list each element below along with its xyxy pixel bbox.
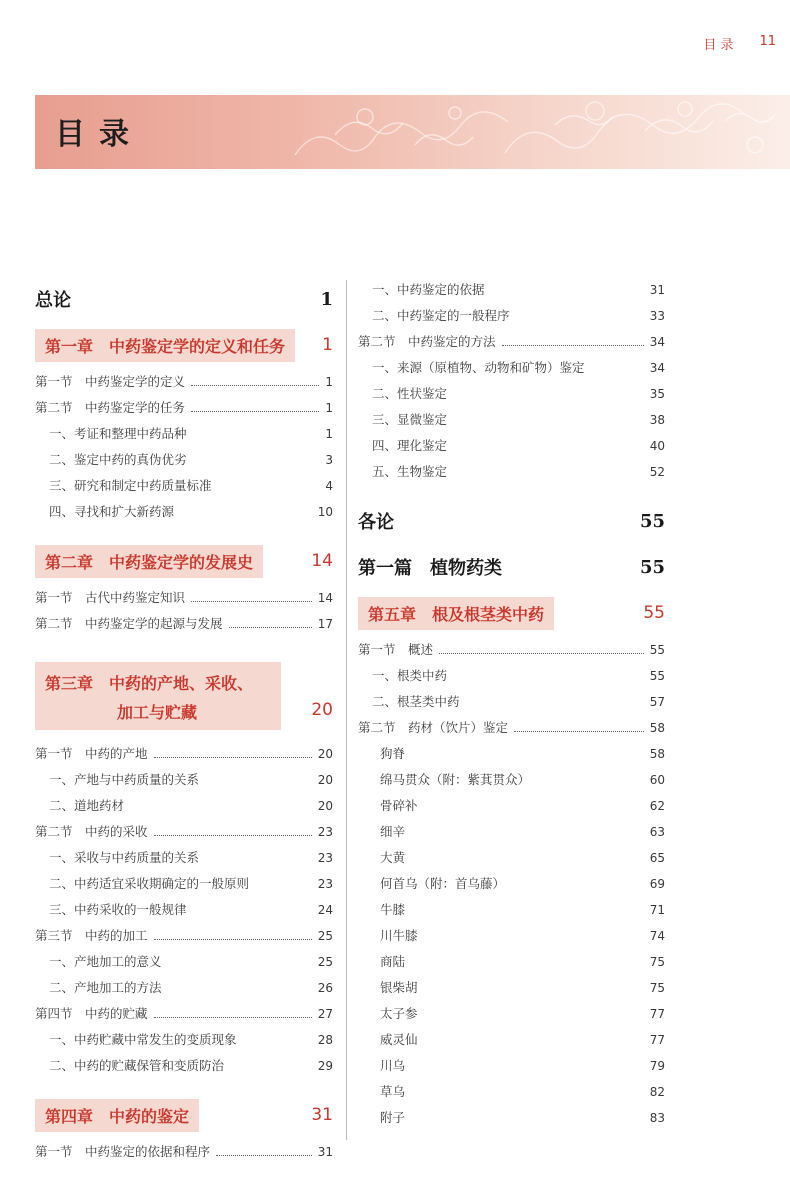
toc-entry[interactable]: 二、中药鉴定的一般程序 33 bbox=[372, 308, 665, 323]
toc-entry[interactable]: 何首乌（附：首乌藤） 69 bbox=[380, 876, 665, 891]
toc-entry[interactable]: 一、中药贮藏中常发生的变质现象 28 bbox=[49, 1032, 333, 1047]
toc-entry[interactable]: 第二节 中药的采收 23 bbox=[35, 824, 333, 839]
page-title: 目录 bbox=[55, 117, 143, 152]
toc-entry[interactable]: 二、产地加工的方法 26 bbox=[49, 980, 333, 995]
toc-entry[interactable]: 一、产地加工的意义 25 bbox=[49, 954, 333, 969]
toc-entry[interactable]: 大黄 65 bbox=[380, 850, 665, 865]
toc-entry[interactable]: 草乌 82 bbox=[380, 1084, 665, 1099]
toc-entry[interactable]: 一、来源（原植物、动物和矿物）鉴定 34 bbox=[372, 360, 665, 375]
toc-chapter-4[interactable]: 第四章 中药的鉴定 31 bbox=[35, 1096, 333, 1134]
toc-chapter-3[interactable]: 第三章 中药的产地、采收、 加工与贮藏 20 bbox=[35, 662, 333, 736]
running-header bbox=[703, 34, 776, 53]
toc-part-specific[interactable]: 各论 55 bbox=[358, 510, 665, 533]
toc-chapter-2[interactable]: 第二章 中药鉴定学的发展史 14 bbox=[35, 542, 333, 580]
title-banner bbox=[35, 95, 790, 169]
toc-right-column bbox=[358, 280, 665, 1134]
column-divider bbox=[346, 280, 347, 1140]
toc-entry[interactable]: 第一节 概述 55 bbox=[358, 642, 665, 657]
toc-entry[interactable]: 附子 83 bbox=[380, 1110, 665, 1125]
toc-entry[interactable]: 一、考证和整理中药品种 1 bbox=[49, 426, 333, 441]
toc-entry[interactable]: 二、中药适宜采收期确定的一般原则 23 bbox=[49, 876, 333, 891]
toc-entry[interactable]: 二、性状鉴定 35 bbox=[372, 386, 665, 401]
toc-chapter-5[interactable]: 第五章 根及根茎类中药 55 bbox=[358, 594, 665, 632]
toc-entry[interactable]: 二、道地药材 20 bbox=[49, 798, 333, 813]
toc-entry[interactable]: 太子参 77 bbox=[380, 1006, 665, 1021]
toc-entry[interactable]: 第一节 中药鉴定的依据和程序 31 bbox=[35, 1144, 333, 1159]
toc-entry[interactable]: 三、中药采收的一般规律 24 bbox=[49, 902, 333, 917]
toc-entry[interactable]: 商陆 75 bbox=[380, 954, 665, 969]
toc-entry[interactable]: 绵马贯众（附：紫萁贯众） 60 bbox=[380, 772, 665, 787]
toc-part-plant-drugs[interactable]: 第一篇 植物药类 55 bbox=[358, 556, 665, 579]
toc-left-column bbox=[35, 280, 333, 1168]
toc-entry[interactable]: 三、显微鉴定 38 bbox=[372, 412, 665, 427]
toc-entry[interactable]: 银柴胡 75 bbox=[380, 980, 665, 995]
running-header-title: 目 录 bbox=[703, 38, 734, 53]
wave-pattern-decoration bbox=[35, 95, 790, 169]
toc-entry[interactable]: 第二节 中药鉴定学的任务 1 bbox=[35, 400, 333, 415]
toc-entry[interactable]: 牛膝 71 bbox=[380, 902, 665, 917]
toc-entry[interactable]: 第二节 中药鉴定的方法 34 bbox=[358, 334, 665, 349]
toc-entry[interactable]: 第二节 中药鉴定学的起源与发展 17 bbox=[35, 616, 333, 631]
toc-entry[interactable]: 骨碎补 62 bbox=[380, 798, 665, 813]
toc-entry[interactable]: 四、理化鉴定 40 bbox=[372, 438, 665, 453]
toc-entry[interactable]: 细辛 63 bbox=[380, 824, 665, 839]
toc-entry[interactable]: 一、产地与中药质量的关系 20 bbox=[49, 772, 333, 787]
toc-entry[interactable]: 三、研究和制定中药质量标准 4 bbox=[49, 478, 333, 493]
toc-entry[interactable]: 第一节 古代中药鉴定知识 14 bbox=[35, 590, 333, 605]
toc-chapter-1[interactable]: 第一章 中药鉴定学的定义和任务 1 bbox=[35, 326, 333, 364]
toc-entry[interactable]: 五、生物鉴定 52 bbox=[372, 464, 665, 479]
toc-entry[interactable]: 川乌 79 bbox=[380, 1058, 665, 1073]
toc-entry[interactable]: 第四节 中药的贮藏 27 bbox=[35, 1006, 333, 1021]
toc-entry[interactable]: 川牛膝 74 bbox=[380, 928, 665, 943]
toc-entry[interactable]: 第二节 药材（饮片）鉴定 58 bbox=[358, 720, 665, 735]
toc-entry[interactable]: 二、鉴定中药的真伪优劣 3 bbox=[49, 452, 333, 467]
toc-entry[interactable]: 二、中药的贮藏保管和变质防治 29 bbox=[49, 1058, 333, 1073]
toc-entry[interactable]: 第一节 中药的产地 20 bbox=[35, 746, 333, 761]
toc-entry[interactable]: 一、采收与中药质量的关系 23 bbox=[49, 850, 333, 865]
toc-entry[interactable]: 一、中药鉴定的依据 31 bbox=[372, 282, 665, 297]
page-number: 11 bbox=[759, 34, 776, 49]
toc-entry[interactable]: 一、根类中药 55 bbox=[372, 668, 665, 683]
toc-entry[interactable]: 狗脊 58 bbox=[380, 746, 665, 761]
toc-entry[interactable]: 第三节 中药的加工 25 bbox=[35, 928, 333, 943]
toc-entry[interactable]: 二、根茎类中药 57 bbox=[372, 694, 665, 709]
toc-entry[interactable]: 威灵仙 77 bbox=[380, 1032, 665, 1047]
toc-entry[interactable]: 第一节 中药鉴定学的定义 1 bbox=[35, 374, 333, 389]
toc-part-general[interactable]: 总论 1 bbox=[35, 288, 333, 311]
toc-entry[interactable]: 四、寻找和扩大新药源 10 bbox=[49, 504, 333, 519]
